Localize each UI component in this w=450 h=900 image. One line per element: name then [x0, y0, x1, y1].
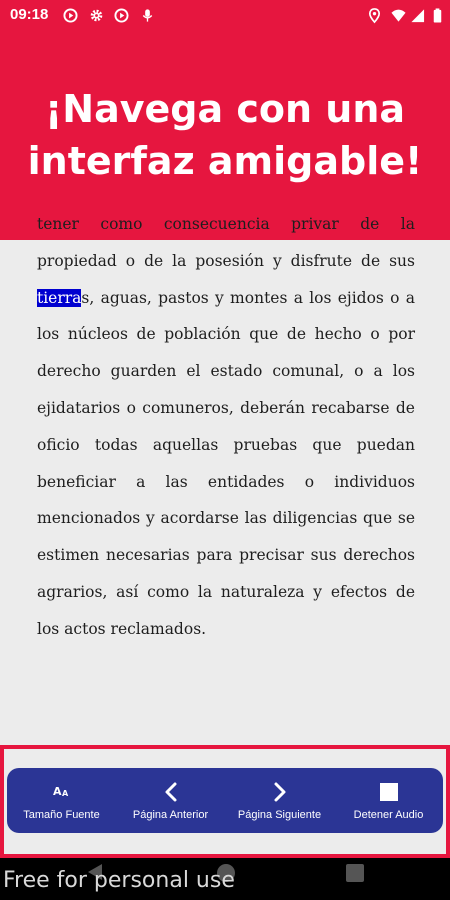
- chevron-left-icon: [164, 780, 178, 804]
- recents-icon[interactable]: [345, 863, 365, 883]
- font-size-icon: [52, 780, 72, 804]
- stop-audio-label: Detener Audio: [353, 809, 424, 821]
- gear-icon: [89, 8, 104, 23]
- font-size-label: Tamaño Fuente: [23, 809, 100, 821]
- reader-toolbar: [7, 768, 443, 833]
- reader-page[interactable]: [0, 215, 450, 745]
- stop-audio-button[interactable]: [334, 768, 443, 833]
- svg-text:A: A: [52, 785, 62, 798]
- banner-title: ¡Navega con una interfaz amigable!: [27, 87, 423, 183]
- battery-icon: [430, 8, 445, 23]
- status-bar: [0, 0, 450, 30]
- play-circle-icon: [114, 8, 129, 23]
- text-after: s, aguas, pastos y montes a los ejidos o a los núcleos de población que de hecho o por derecho guarden el estado comunal, o a los ejidatarios o comuneros, deberán recabarse de oficio todas aquellas pruebas que puedan beneficiar a las entidades o individuos mencionados y acordarse las diligencias que se estimen necesarias para precisar sus derechos agrarios, así como la naturaleza y efectos de los actos reclamados.: [37, 288, 415, 638]
- svg-text:A: A: [61, 789, 68, 798]
- reader-text: [37, 206, 415, 648]
- previous-page-button[interactable]: [116, 768, 225, 833]
- highlighted-word: tierra: [37, 288, 82, 307]
- play-circle-icon: [63, 8, 78, 23]
- microphone-icon: [140, 8, 155, 23]
- next-page-button[interactable]: [225, 768, 334, 833]
- watermark-text: Free for personal use: [3, 868, 235, 893]
- next-page-label: Página Siguiente: [237, 809, 322, 821]
- font-size-button[interactable]: [7, 768, 116, 833]
- status-time: 09:18: [10, 6, 49, 23]
- text-before: tener como consecuencia privar de la propiedad o de la posesión y disfrute de sus: [37, 215, 415, 270]
- chevron-right-icon: [273, 780, 287, 804]
- stop-icon: [379, 780, 399, 804]
- location-icon: [367, 8, 382, 23]
- signal-icon: [410, 8, 425, 23]
- previous-page-label: Página Anterior: [132, 809, 209, 821]
- wifi-icon: [391, 8, 406, 23]
